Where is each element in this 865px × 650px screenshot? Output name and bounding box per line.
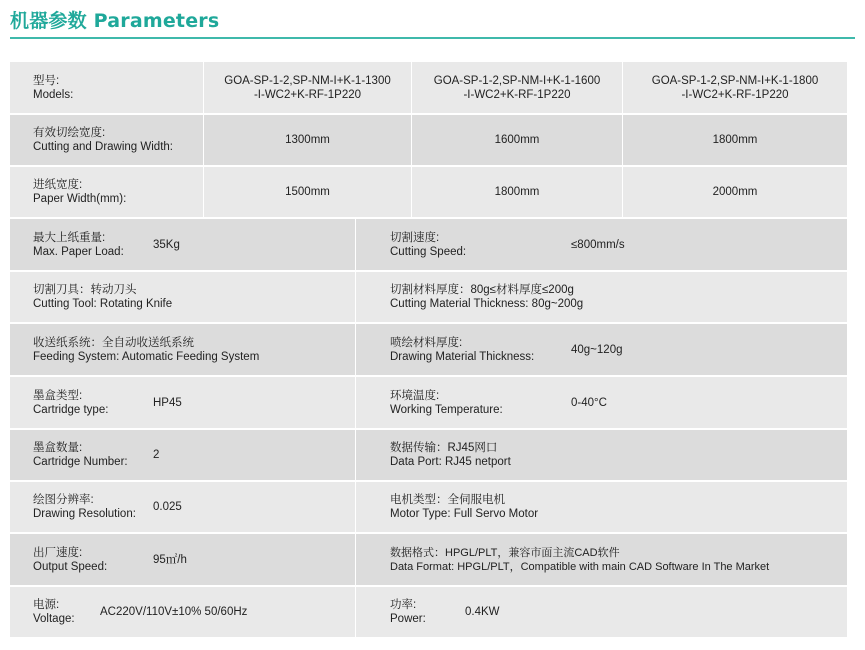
label-en: Cartridge type:	[33, 403, 109, 416]
label-en: Drawing Resolution:	[33, 508, 136, 520]
label-en: Cartridge Number:	[33, 456, 128, 468]
label-cn: 最大上纸重量:	[33, 231, 106, 244]
label-cn: 喷绘材料厚度:	[390, 336, 463, 349]
label-en: Data Port: RJ45 netport	[390, 456, 511, 468]
spec-value: AC220V/110V±10% 50/60Hz	[100, 606, 248, 618]
spec-row	[10, 587, 847, 637]
spec-value: 2	[153, 449, 160, 461]
label-en: Cutting Speed:	[390, 245, 467, 258]
label-en: Cutting Material Thickness: 80g~200g	[390, 298, 584, 310]
label-cn: 绘图分辨率:	[33, 494, 94, 506]
label-cn: 环境温度:	[390, 389, 440, 402]
spec-row	[10, 430, 847, 480]
spec-value: 0.4KW	[465, 606, 500, 618]
label-cn: 型号:	[33, 74, 60, 87]
label-en: Power:	[390, 613, 426, 625]
spec-row	[10, 482, 847, 532]
model-1800: GOA-SP-1-2,SP-NM-I+K-1-1800 -I-WC2+K-RF-1P220	[651, 74, 819, 101]
label-en: Voltage:	[33, 613, 75, 625]
spec-row	[10, 219, 847, 270]
label-cn: 数据传输：RJ45网口	[390, 442, 498, 454]
spec-row	[10, 377, 847, 428]
paper-width-row	[10, 167, 847, 217]
label-cn: 功率:	[390, 599, 417, 611]
label-en: Output Speed:	[33, 560, 108, 573]
label-cn: 出厂速度:	[33, 546, 83, 559]
value-cell: 2000mm	[712, 186, 758, 198]
spec-value: HP45	[153, 396, 182, 409]
label-cn: 有效切绘宽度:	[33, 127, 106, 139]
label-en: Working Temperature:	[390, 403, 503, 416]
spec-value: 35Kg	[153, 238, 180, 251]
spec-value: 95㎡/h	[153, 553, 187, 566]
spec-row	[10, 324, 847, 375]
label-en: Feeding System: Automatic Feeding System	[33, 350, 260, 363]
label-en: Max. Paper Load:	[33, 245, 124, 258]
page-title: 机器参数 Parameters	[10, 10, 220, 32]
label-en: Cutting Tool: Rotating Knife	[33, 298, 173, 310]
title-underline	[10, 37, 855, 39]
value-cell: 1800mm	[712, 134, 758, 146]
label-cn: 墨盒数量:	[33, 442, 83, 454]
label-cn: 收送纸系统：全自动收送纸系统	[33, 336, 194, 349]
model-1600: GOA-SP-1-2,SP-NM-I+K-1-1600 -I-WC2+K-RF-1P220	[433, 74, 601, 101]
value-cell: 1800mm	[494, 186, 540, 198]
label-cn: 切割刀具：转动刀头	[33, 284, 137, 296]
label-cn: 切割材料厚度：80g≤材料厚度≤200g	[390, 284, 574, 296]
label-en: Drawing Material Thickness:	[390, 350, 535, 363]
value-cell: 1500mm	[285, 186, 330, 198]
spec-value: ≤800mm/s	[571, 238, 625, 251]
label-en: Motor Type: Full Servo Motor	[390, 508, 539, 520]
label-en: Models:	[33, 88, 74, 101]
label-en: Data Format: HPGL/PLT，Compatible with main CAD Software In The Market	[390, 560, 770, 573]
spec-row	[10, 272, 847, 322]
spec-value: 0.025	[153, 501, 182, 513]
label-cn: 切割速度:	[390, 231, 440, 244]
label-en: Cutting and Drawing Width:	[33, 141, 173, 153]
spec-value: 0-40°C	[571, 396, 607, 409]
value-cell: 1300mm	[285, 134, 330, 146]
label-en: Paper Width(mm):	[33, 193, 127, 205]
model-1300: GOA-SP-1-2,SP-NM-I+K-1-1300 -I-WC2+K-RF-1P220	[224, 74, 391, 101]
label-cn: 电机类型：全伺服电机	[390, 494, 505, 506]
spec-value: 40g~120g	[571, 343, 623, 356]
spec-row	[10, 534, 847, 585]
value-cell: 1600mm	[494, 134, 540, 146]
cutting-width-row	[10, 115, 847, 165]
label-cn: 电源:	[33, 599, 60, 611]
models-row	[10, 62, 847, 113]
label-cn: 数据格式：HPGL/PLT，兼容市面主流CAD软件	[390, 546, 620, 559]
label-cn: 墨盒类型:	[33, 389, 83, 402]
models-label	[10, 62, 203, 113]
label-cn: 进纸宽度:	[33, 179, 83, 191]
